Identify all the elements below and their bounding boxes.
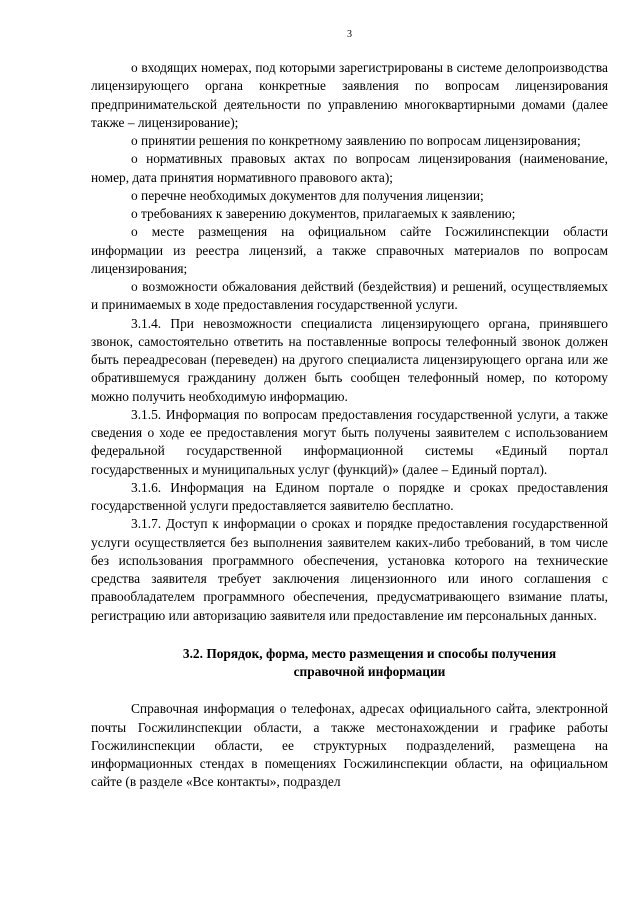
paragraph-3-1-4: 3.1.4. При невозможности специалиста лицензирующего органа, принявшего звонок, самостоятельно ответить на поставленные вопросы телефонный звонок должен быть переадресован (переведен) на другого специалиста лицензирующего органа или же обратившемуся гражданину должен быть сообщен телефонный номер, по которому можно получить необходимую информацию.	[91, 315, 608, 404]
paragraph-decision: о принятии решения по конкретному заявлению по вопросам лицензирования;	[131, 133, 581, 148]
body-text	[91, 59, 608, 625]
section-heading-3-2	[91, 645, 608, 682]
paragraph-certification-requirements: о требованиях к заверению документов, прилагаемых к заявлению;	[131, 206, 516, 221]
paragraph-3-1-5: 3.1.5. Информация по вопросам предоставления государственной услуги, а также сведения о ходе ее предоставления могут быть получены заявителем с использованием федеральной государственной информационной системы «Единый портал государственных и муниципальных услуг (функций)» (далее – Единый портал).	[91, 406, 608, 477]
paragraph-registry-location: о месте размещения на официальном сайте Госжилинспекции области информации из реестра лицензий, а также справочных материалов по вопросам лицензирования;	[91, 224, 608, 276]
paragraph-3-1-6: 3.1.6. Информация на Едином портале о порядке и сроках предоставления государственной услуги предоставляется заявителю бесплатно.	[91, 479, 608, 513]
page-number: 3	[347, 29, 352, 40]
section-heading-line-2: справочной информации	[293, 664, 446, 679]
paragraph-incoming-numbers: о входящих номерах, под которыми зарегистрированы в системе делопроизводства лицензирующего органа конкретные заявления по вопросам лицензирования предпринимательской деятельности по управлению многоквартирными домами (далее также – лицензирование);	[91, 60, 608, 130]
paragraph-normative-acts: о нормативных правовых актах по вопросам лицензирования (наименование, номер, дата принятия нормативного правового акта);	[91, 151, 608, 185]
paragraph-documents-list: о перечне необходимых документов для получения лицензии;	[131, 187, 484, 203]
paragraph-appeal-options: о возможности обжалования действий (бездействия) и решений, осуществляемых и принимаемых в ходе предоставления государственной услуги.	[91, 279, 608, 313]
paragraph-reference-info: Справочная информация о телефонах, адресах официального сайта, электронной почты Госжилинспекции области, а также местонахождении и графике работы Госжилинспекции области, ее структурных подразделений, размещена на информационных стендах в помещениях Госжилинспекции области, на официальном сайте (в разделе «Все контакты», подраздел	[91, 701, 608, 790]
paragraph-3-1-7: 3.1.7. Доступ к информации о сроках и порядке предоставления государственной услуги осуществляется без выполнения заявителем каких-либо требований, в том числе без использования программного обеспечения, установка которого на технические средства заявителя требует заключения лицензионного или иного соглашения с правообладателем программного обеспечения, предусматривающего взимание платы, регистрацию или авторизацию заявителя или предоставление им персональных данных.	[91, 516, 608, 623]
section-heading-line-1: 3.2. Порядок, форма, место размещения и способы получения	[182, 645, 557, 661]
